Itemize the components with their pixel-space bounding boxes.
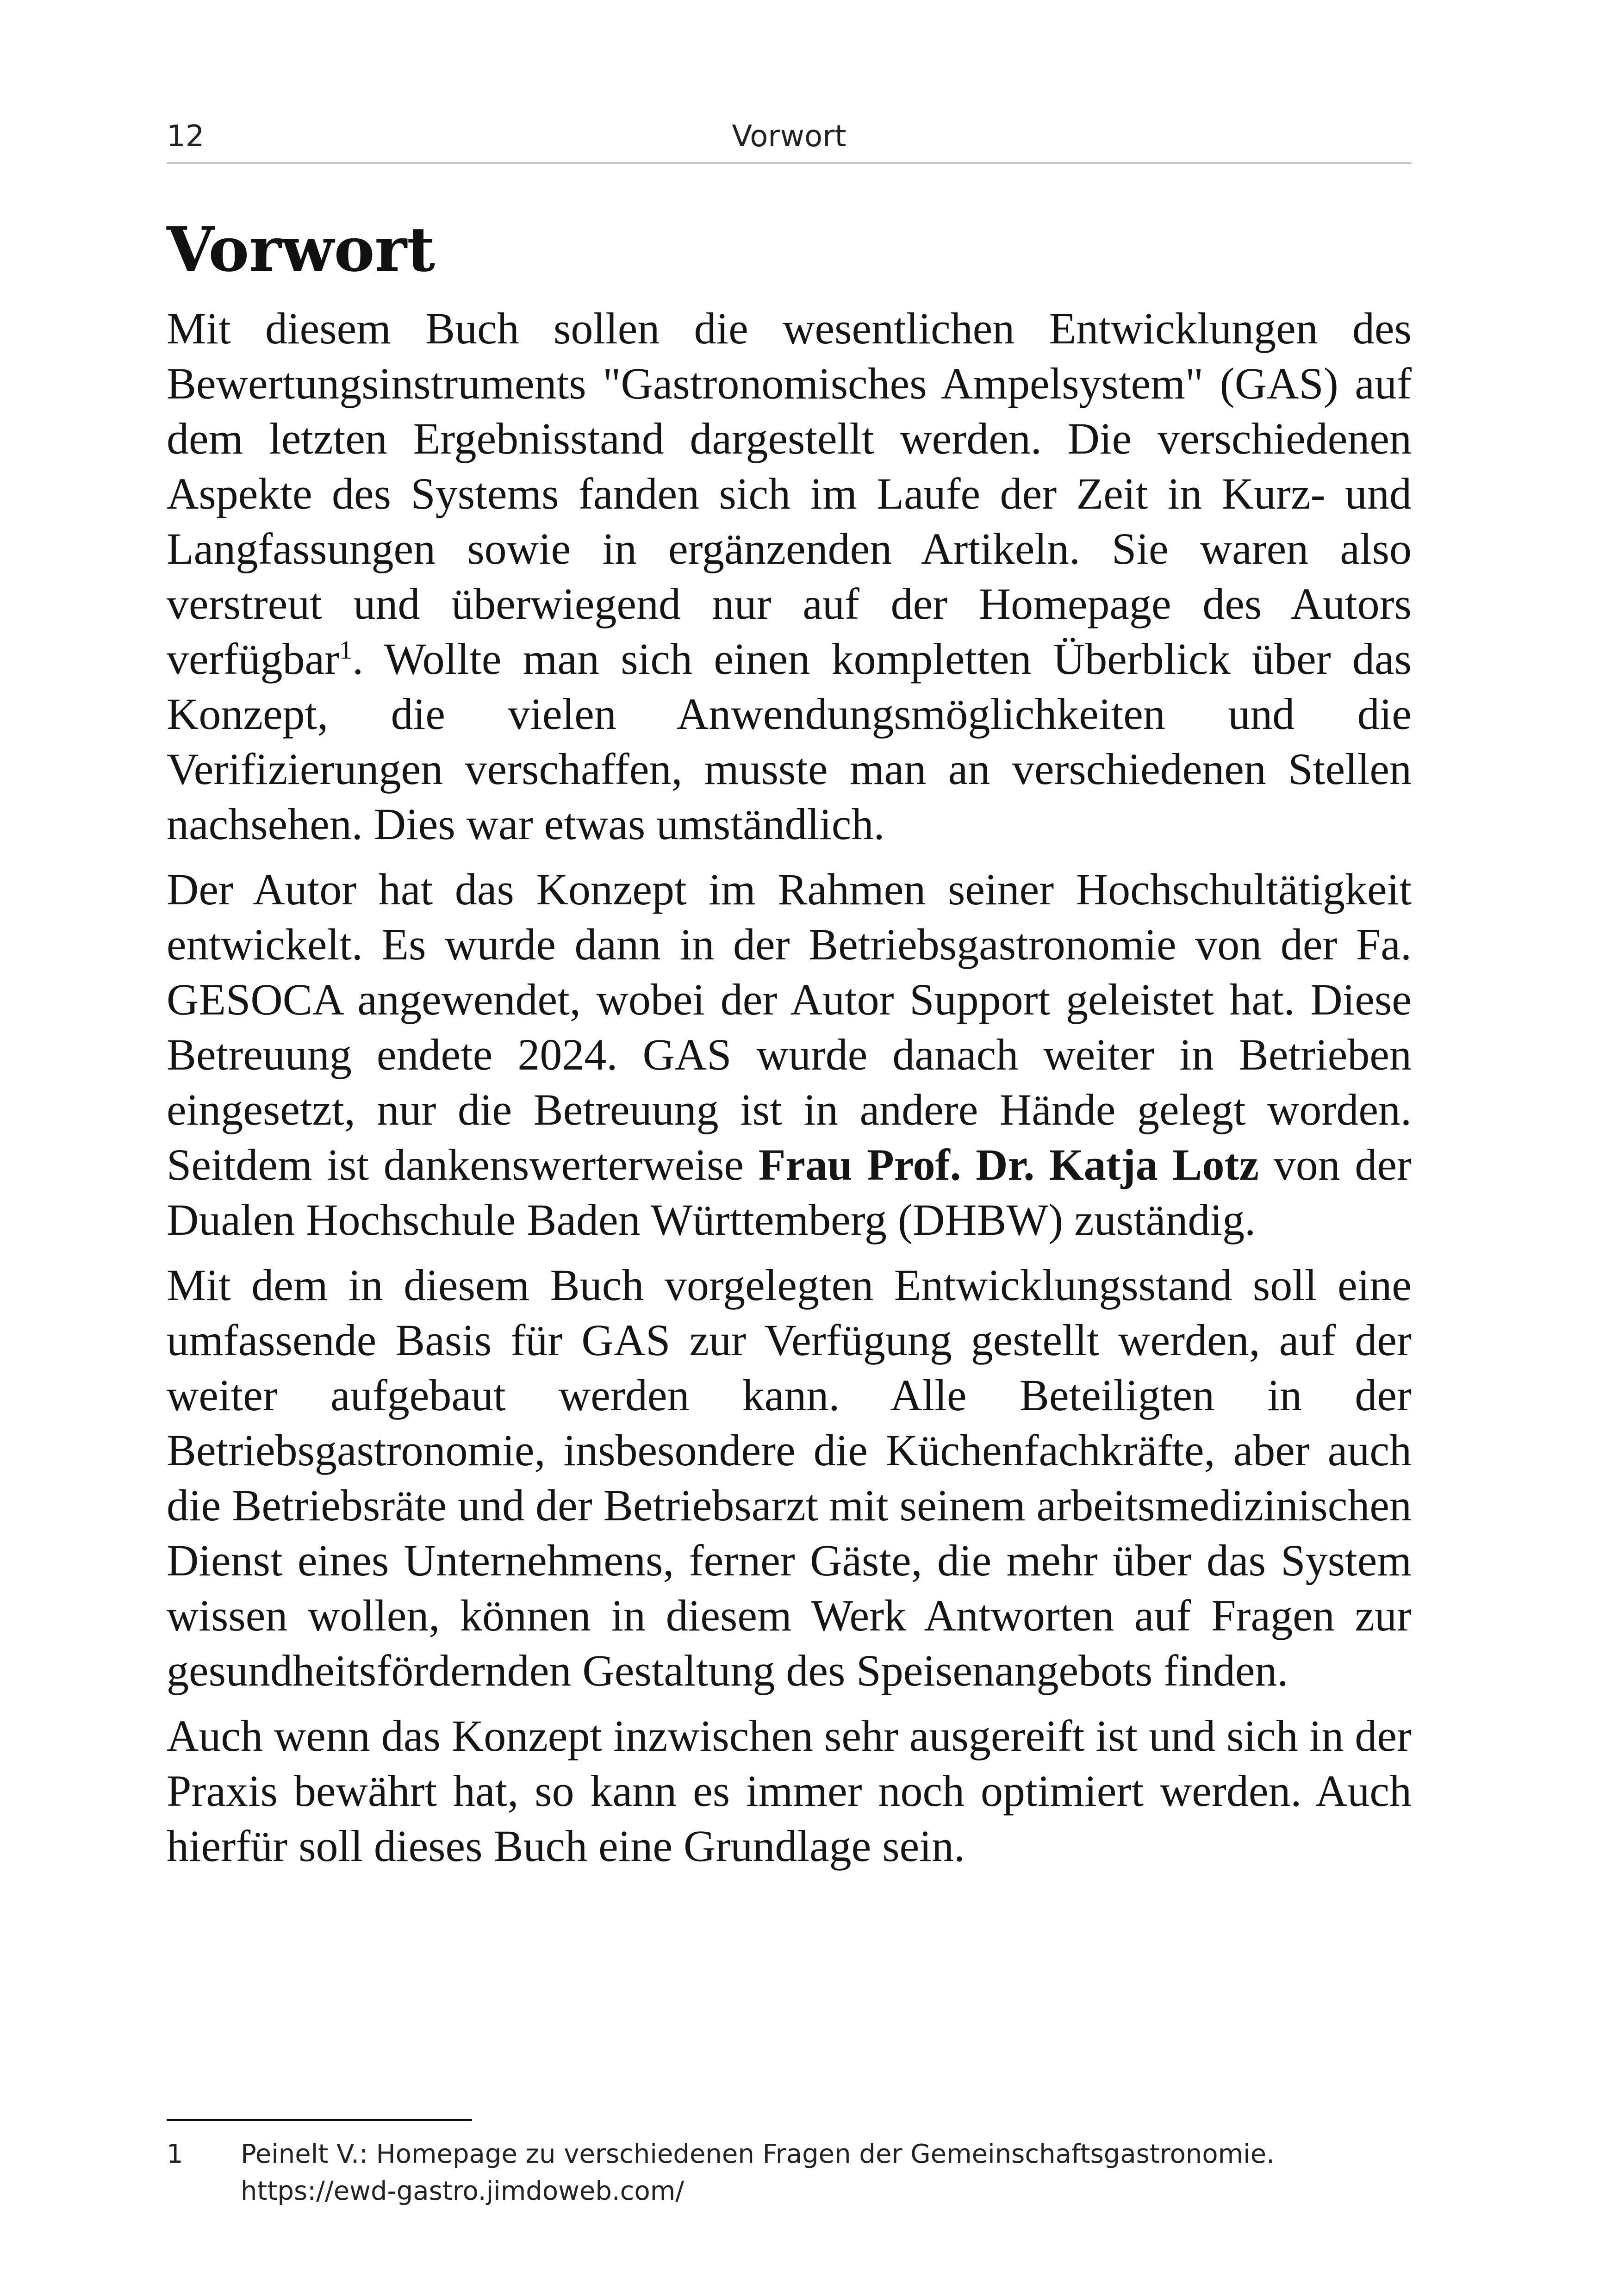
running-header [167, 116, 1412, 164]
highlighted-name: Frau Prof. Dr. Katja Lotz [758, 1140, 1259, 1189]
footnote-url: https://ewd-gastro.jimdoweb.com/ [241, 2176, 685, 2206]
paragraph-1 [167, 301, 1412, 852]
paragraph-4: Auch wenn das Konzept inzwischen sehr ausgereift ist und sich in der Praxis bewährt hat, so kann es immer noch optimiert werden. Auch hierfür soll dieses Buch eine Grundlage sein. [167, 1711, 1412, 1871]
body-text [167, 301, 1412, 1884]
footnote-number: 1 [167, 2139, 183, 2169]
paragraph-1-text-before-ref: Mit diesem Buch sollen die wesentlichen Entwicklungen des Bewertungsinstruments "Gastronomisches Ampelsystem" (GAS) auf dem letzten Ergebnisstand dargestellt werden. Die verschiedenen Aspekte des Systems fanden sich im Laufe der Zeit in Kurz- und Langfassungen sowie in ergänzenden Artikeln. Sie waren also verstreut und überwiegend nur auf der Homepage des Autors verfügbar [167, 304, 1412, 684]
paragraph-1-text-after-ref: . Wollte man sich einen kompletten Überblick über das Konzept, die vielen Anwendungsmöglichkeiten und die Verifizierungen verschaffen, musste man an verschiedenen Stellen nachsehen. Dies war etwas umständlich. [167, 634, 1412, 849]
footnote-separator [167, 2119, 472, 2121]
paragraph-2-text-after-bold: von der Dualen Hochschule Baden Württemberg (DHBW) zuständig. [167, 1140, 1412, 1244]
running-title: Vorwort [732, 119, 846, 154]
footnote-reference: 1 [339, 636, 353, 665]
chapter-title: Vorwort [167, 214, 436, 286]
page-number: 12 [167, 119, 205, 154]
footnote-content [241, 2136, 1412, 2210]
paragraph-2 [167, 862, 1412, 1247]
footnote-text: Peinelt V.: Homepage zu verschiedenen Fragen der Gemeinschaftsgastronomie. [241, 2139, 1275, 2169]
paragraph-3: Mit dem in diesem Buch vorgelegten Entwicklungsstand soll eine umfassende Basis für GAS zur Verfügung gestellt werden, auf der weiter aufgebaut werden kann. Alle Beteiligten in der Betriebsgastronomie, insbesondere die Küchenfachkräfte, aber auch die Betriebsräte und der Betriebsarzt mit seinem arbeitsmedizinischen Dienst eines Unternehmens, ferner Gäste, die mehr über das System wissen wollen, können in diesem Werk Antworten auf Fragen zur gesundheitsfördernden Gestaltung des Speisenangebots finden. [167, 1260, 1412, 1695]
paragraph-2-text-before-bold: Der Autor hat das Konzept im Rahmen seiner Hochschultätigkeit entwickelt. Es wurde dann in der Betriebsgastronomie von der Fa. GESOCA angewendet, wobei der Autor Support geleistet hat. Diese Betreuung endete 2024. GAS wurde danach weiter in Betrieben eingesetzt, nur die Betreuung ist in andere Hände gelegt worden. Seitdem ist dankenswerterweise [167, 865, 1412, 1189]
